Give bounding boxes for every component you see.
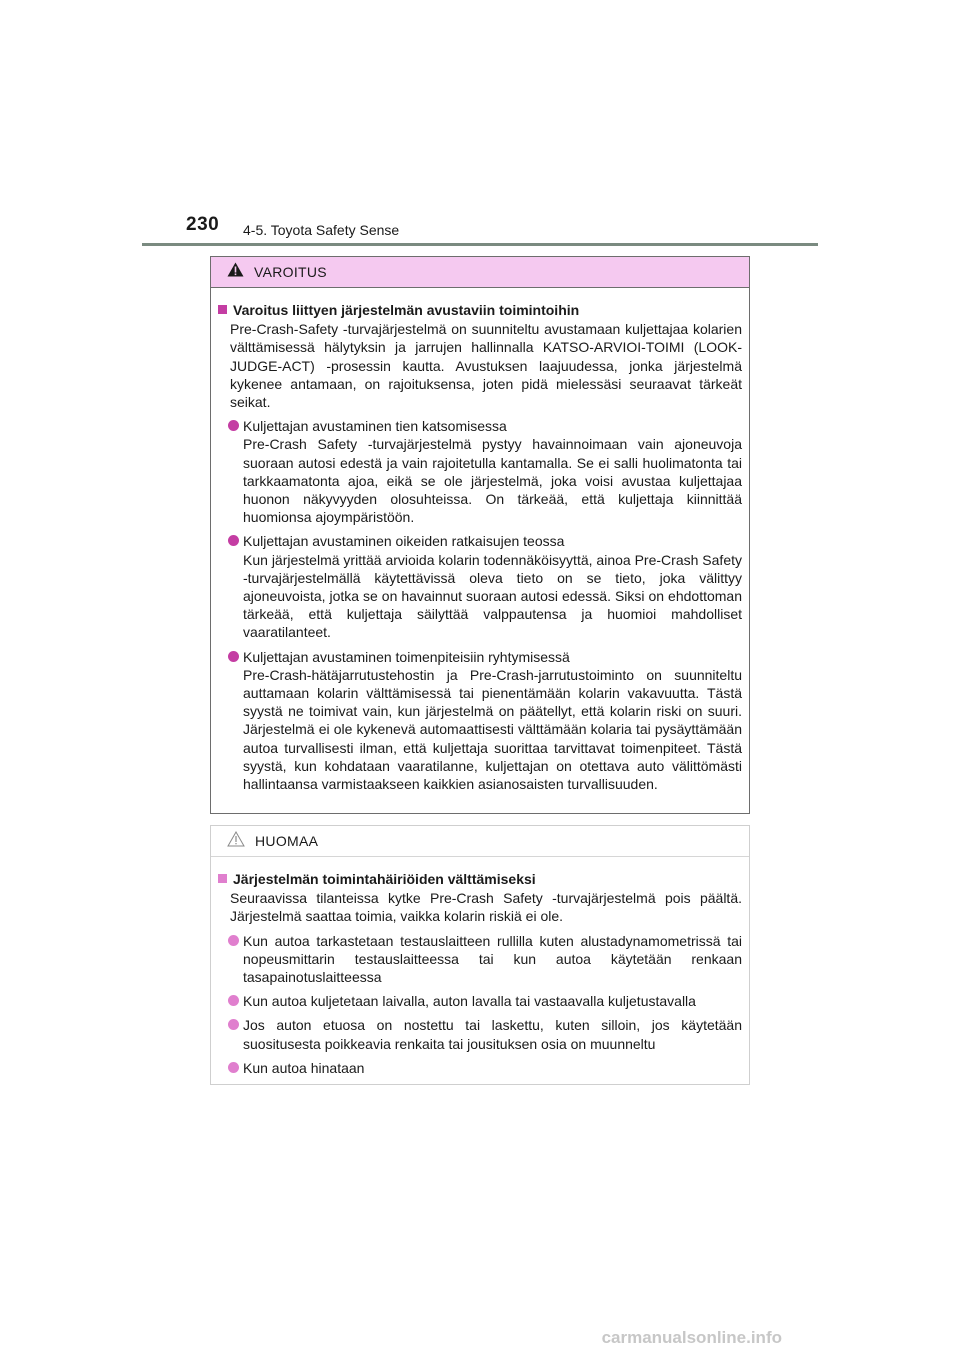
- notice-bullet: [228, 992, 742, 1010]
- warning-intro: Pre-Crash-Safety -turvajärjestelmä on suunniteltu avustamaan kuljettajaa kolarien välttämisessä hälytyksin ja jarrujen hallinnalla KATSO-ARVIOI-TOIMI (LOOK-JUDGE-ACT) -prosessin kautta. Avustuksen laajuudessa, jonka järjestelmä kykenee antamaan, on rajoituksensa, joten pidä mielessäsi seuraavat tärkeät seikat.: [230, 321, 742, 411]
- watermark: carmanualsonline.info: [601, 1328, 782, 1347]
- bullet-text: Pre-Crash Safety -turvajärjestelmä pystyy havainnoimaan vain ajoneuvoja suoraan autosi edestä ja vain rajoitetulla kantamalla. Se ei salli huolimatonta tai tarkkaamatonta ajoa, eikä se ole järjestelmä, joka voisi avustaa kuljettajaa huonon näkyvyyden olosuhteissa. On tärkeää, että kuljettaja kiinnittää huomionsa ajoympäristöön.: [243, 436, 742, 526]
- notice-section-title: Järjestelmän toimintahäiriöiden välttämiseksi: [233, 871, 536, 887]
- warning-triangle-icon: [227, 262, 244, 282]
- warning-box: [210, 256, 750, 814]
- bullet-text: Kun autoa kuljetetaan laivalla, auton lavalla tai vastaavalla kuljetustavalla: [243, 993, 696, 1010]
- warning-title: VAROITUS: [254, 264, 327, 280]
- notice-body: [211, 857, 749, 1077]
- notice-bullet: [228, 932, 742, 987]
- bullet-text: Kun järjestelmä yrittää arvioida kolarin todennäköisyyttä, ainoa Pre-Crash Safety -turvajärjestelmällä käytettävissä oleva tieto on se tieto, joka välittyy ajoneuvoista, jotka se on havainnut suoraan autosi edessä. Siksi on ehdottoman tärkeää, että kuljettaja säilyttää valppautensa ja huomioi mahdolliset vaaratilanteet.: [243, 551, 742, 641]
- page-number: 230: [186, 214, 220, 235]
- square-bullet-icon: [218, 305, 227, 314]
- warning-bullet: [228, 648, 742, 794]
- circle-bullet-icon: [228, 535, 239, 546]
- notice-title: HUOMAA: [255, 833, 319, 849]
- notice-intro: Seuraavissa tilanteissa kytke Pre-Crash Safety -turvajärjestelmä pois päältä. Järjestelmä saattaa toimia, vaikka kolarin riskiä ei ole.: [230, 890, 742, 925]
- bullet-text: Kun autoa tarkastetaan testauslaitteen rullilla kuten alustadynamometrissä tai nopeusmittarin testauslaitteessa tai kun autoa käytetään renkaan tasapainotuslaitteessa: [243, 932, 742, 986]
- warning-section-heading: [218, 301, 742, 319]
- notice-bullet: [228, 1059, 742, 1077]
- notice-section-heading: [218, 870, 742, 888]
- circle-bullet-icon: [228, 1019, 239, 1030]
- circle-bullet-icon: [228, 935, 239, 946]
- warning-section-title: Varoitus liittyen järjestelmän avustaviin toimintoihin: [233, 302, 580, 318]
- warning-bullet: [228, 532, 742, 641]
- circle-bullet-icon: [228, 420, 239, 431]
- notice-box: [210, 825, 750, 1085]
- bullet-text: Jos auton etuosa on nostettu tai laskettu, kuten silloin, jos käytetään suositusesta poikkeavia renkaita tai jousituksen osia on muunneltu: [243, 1017, 742, 1052]
- circle-bullet-icon: [228, 995, 239, 1006]
- section-title: 4-5. Toyota Safety Sense: [243, 222, 400, 238]
- circle-bullet-icon: [228, 651, 239, 662]
- header-rule: [142, 243, 818, 246]
- bullet-text: Kun autoa hinataan: [243, 1059, 365, 1076]
- bullet-title: Kuljettajan avustaminen tien katsomisessa: [243, 418, 507, 435]
- notice-bullet: [228, 1016, 742, 1052]
- bullet-title: Kuljettajan avustaminen toimenpiteisiin ryhtymisessä: [243, 648, 570, 665]
- warning-box-header: [211, 257, 749, 288]
- square-bullet-icon: [218, 874, 227, 883]
- caution-triangle-icon: [227, 831, 245, 852]
- circle-bullet-icon: [228, 1062, 239, 1073]
- bullet-title: Kuljettajan avustaminen oikeiden ratkaisujen teossa: [243, 533, 565, 550]
- warning-bullet: [228, 417, 742, 526]
- bullet-text: Pre-Crash-hätäjarrutustehostin ja Pre-Crash-jarrutustoiminto on suunniteltu auttamaan kolarin välttämisessä tai pienentämään kolarin vakavuutta. Tästä syystä ne toimivat vain, kun järjestelmä on päätellyt, että kolarin riski on suuri. Järjestelmä ei ole kykenevä automaattisesti välttämään kolaria tai pysäyttämään autoa turvallisesti ilman, että kuljettaja suorittaa tarvittavat toimenpiteet. Tästä syystä, kun kohdataan vaaratilanne, kuljettajan on otettava auto välittömästi hallintaansa varmistaakseen kaikkien asianosaisten turvallisuuden.: [243, 666, 742, 793]
- notice-box-header: [211, 826, 749, 857]
- warning-body: [211, 288, 749, 793]
